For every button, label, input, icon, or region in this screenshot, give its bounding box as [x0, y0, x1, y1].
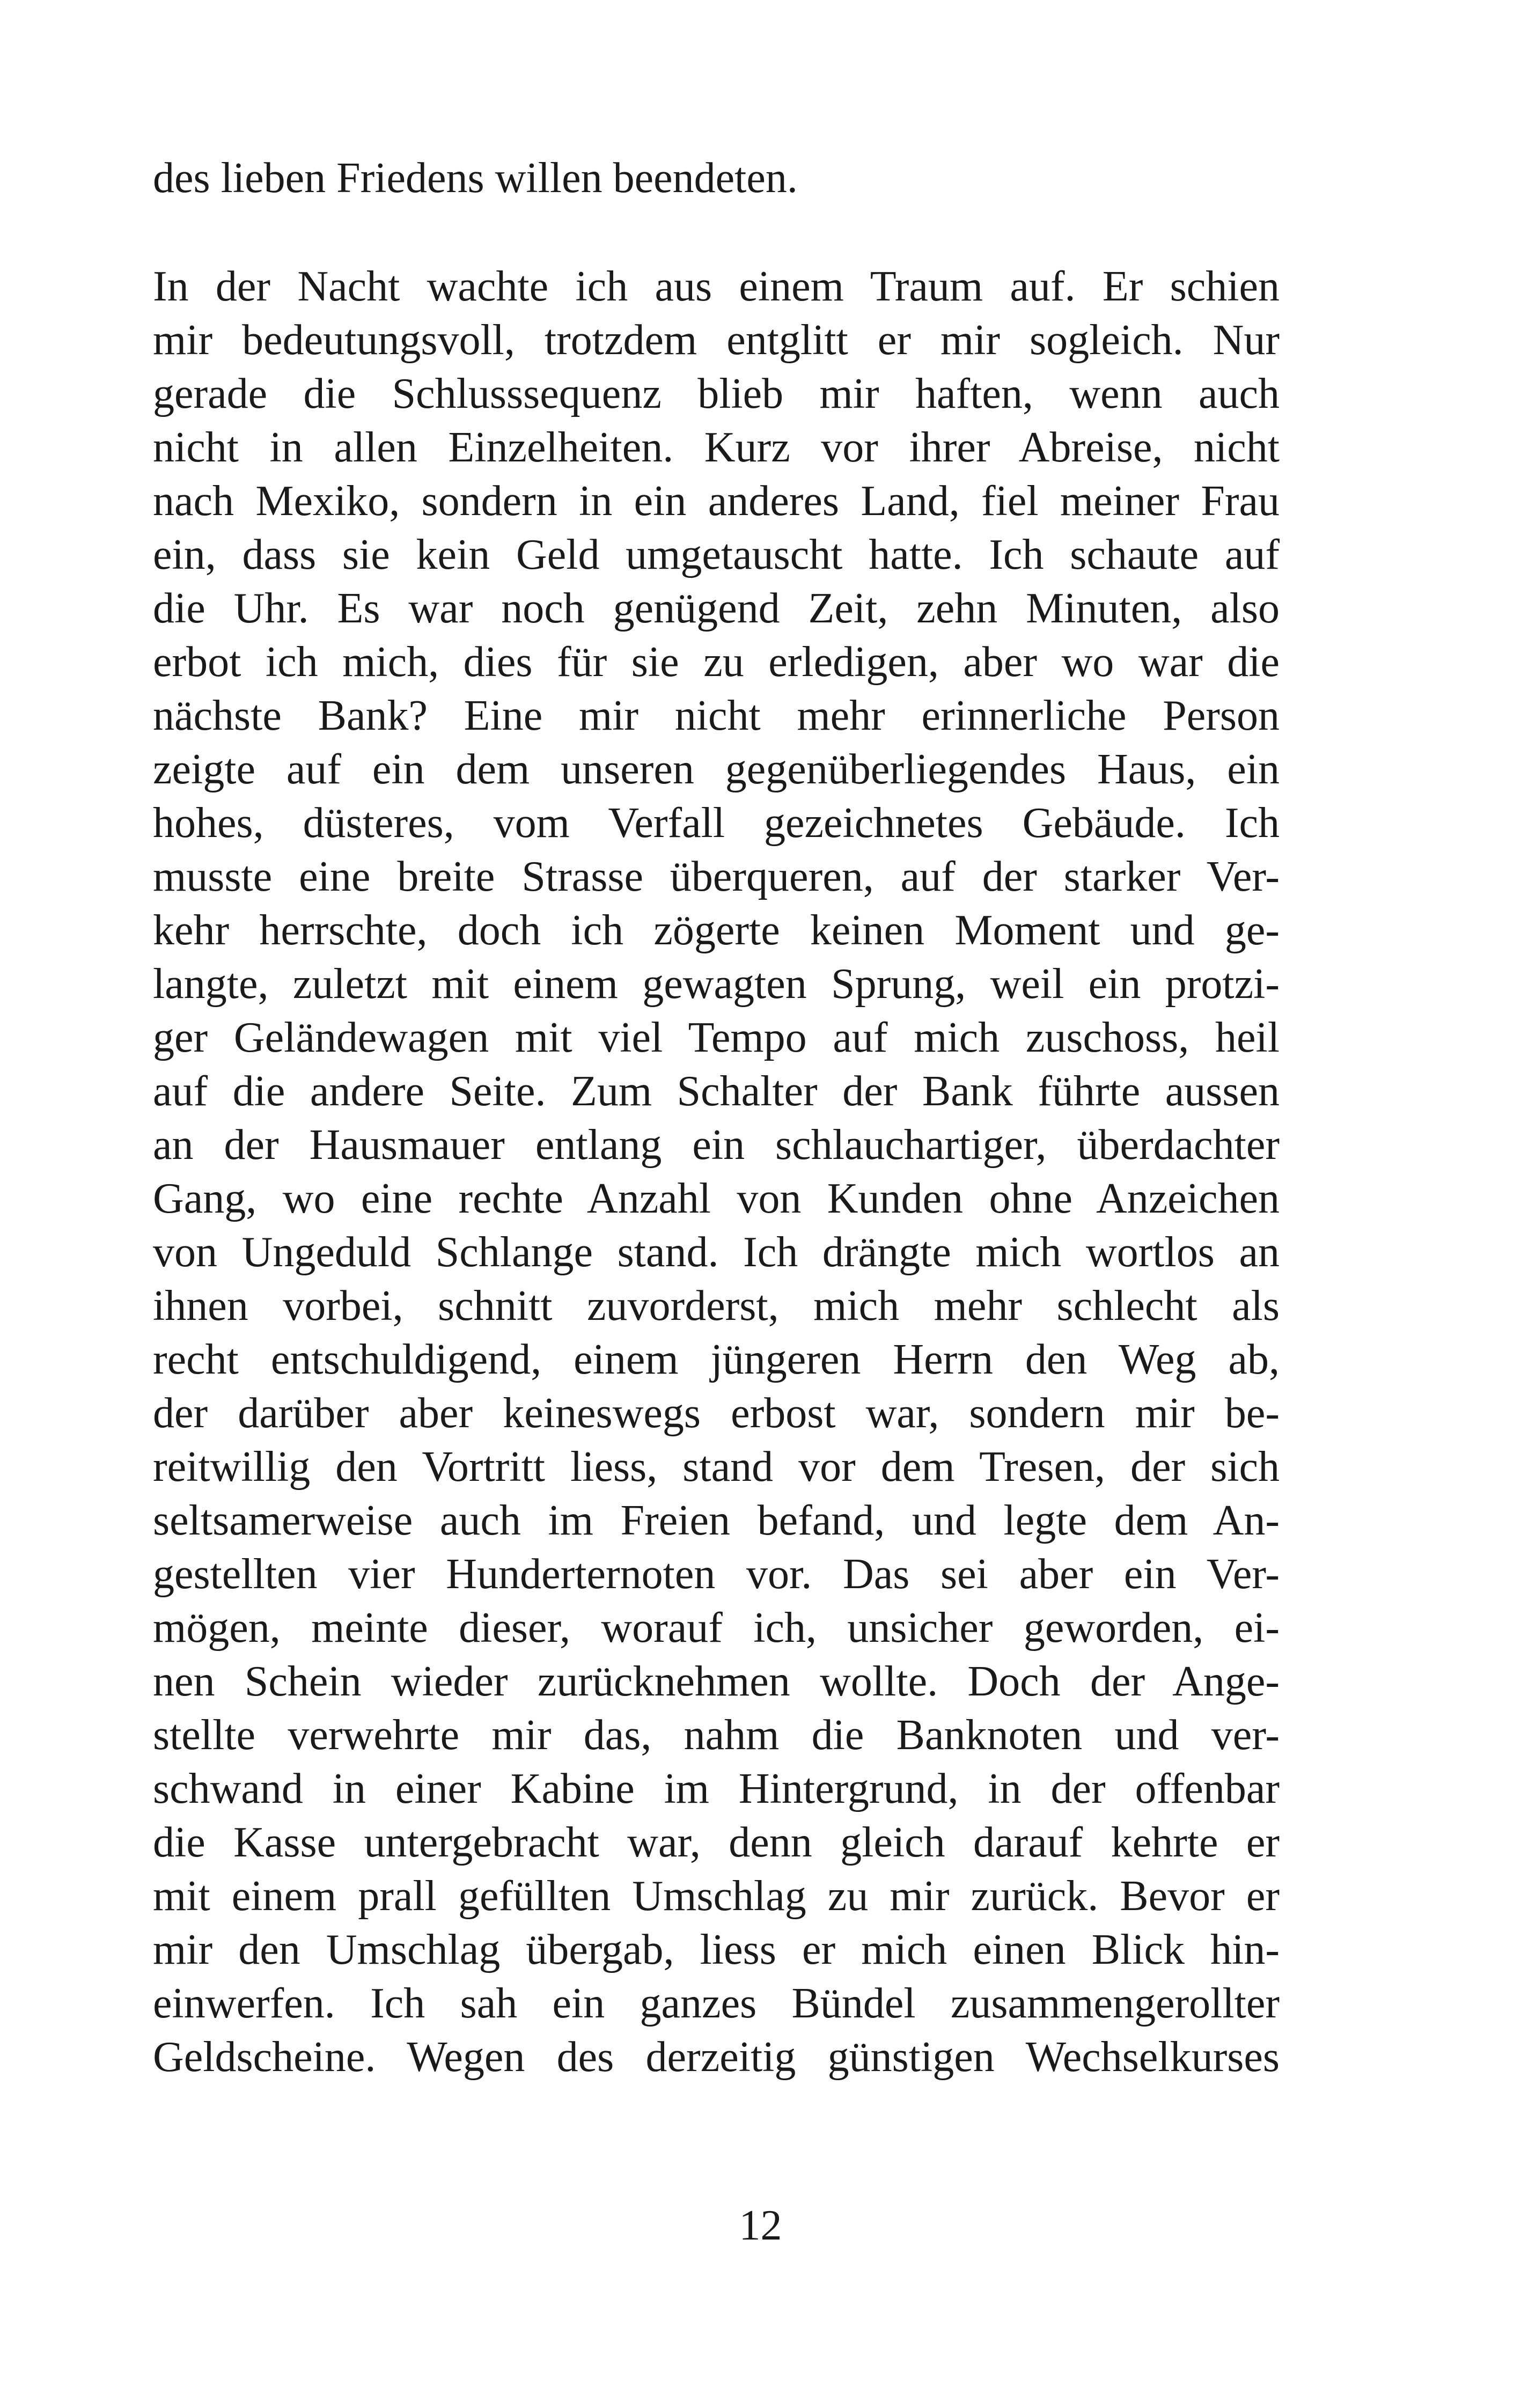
text-line: nächste Bank? Eine mir nicht mehr erinnerliche Person — [153, 692, 1280, 739]
text-line: erbot ich mich, dies für sie zu erledigen, aber wo war die — [153, 638, 1280, 686]
text-line: ihnen vorbei, schnitt zuvorderst, mich mehr schlecht als — [153, 1282, 1280, 1330]
text-line: die Kasse untergebracht war, denn gleich darauf kehrte er — [153, 1819, 1280, 1866]
text-line: einwerfen. Ich sah ein ganzes Bündel zusammengerollter — [153, 1980, 1280, 2027]
text-line: kehr herrschte, doch ich zögerte keinen Moment und ge- — [153, 907, 1280, 954]
text-line: an der Hausmauer entlang ein schlauchartiger, überdachter — [153, 1121, 1280, 1169]
text-line: gestellten vier Hunderternoten vor. Das sei aber ein Ver- — [153, 1551, 1280, 1598]
text-line: mir den Umschlag übergab, liess er mich einen Blick hin- — [153, 1926, 1280, 1973]
text-line: auf die andere Seite. Zum Schalter der Bank führte aussen — [153, 1068, 1280, 1115]
paragraph — [153, 260, 1280, 2084]
paragraph — [153, 151, 1280, 205]
text-line: musste eine breite Strasse überqueren, auf der starker Ver- — [153, 853, 1280, 900]
text-line: zeigte auf ein dem unseren gegenüberliegendes Haus, ein — [153, 746, 1280, 793]
text-line: seltsamerweise auch im Freien befand, und legte dem An- — [153, 1497, 1280, 1544]
text-line: stellte verwehrte mir das, nahm die Banknoten und ver- — [153, 1712, 1280, 1759]
text-line: nicht in allen Einzelheiten. Kurz vor ihrer Abreise, nicht — [153, 424, 1280, 471]
text-line: des lieben Friedens willen beendeten. — [153, 155, 798, 202]
text-line: hohes, düsteres, vom Verfall gezeichnetes Gebäude. Ich — [153, 799, 1280, 847]
text-line: Gang, wo eine rechte Anzahl von Kunden ohne Anzeichen — [153, 1175, 1280, 1222]
text-line: der darüber aber keineswegs erbost war, sondern mir be- — [153, 1390, 1280, 1437]
text-line: nen Schein wieder zurücknehmen wollte. Doch der Ange- — [153, 1658, 1280, 1705]
text-line: nach Mexiko, sondern in ein anderes Land, fiel meiner Frau — [153, 478, 1280, 525]
text-line: reitwillig den Vortritt liess, stand vor dem Tresen, der sich — [153, 1443, 1280, 1491]
text-line: ger Geländewagen mit viel Tempo auf mich zuschoss, heil — [153, 1014, 1280, 1061]
text-line: schwand in einer Kabine im Hintergrund, in der offenbar — [153, 1765, 1280, 1812]
text-line: In der Nacht wachte ich aus einem Traum auf. Er schien — [153, 263, 1280, 310]
text-line: langte, zuletzt mit einem gewagten Sprung, weil ein protzi- — [153, 960, 1280, 1008]
text-line: die Uhr. Es war noch genügend Zeit, zehn Minuten, also — [153, 585, 1280, 632]
text-line: ein, dass sie kein Geld umgetauscht hatte. Ich schaute auf — [153, 531, 1280, 578]
text-line: von Ungeduld Schlange stand. Ich drängte mich wortlos an — [153, 1229, 1280, 1276]
text-line: mir bedeutungsvoll, trotzdem entglitt er mir sogleich. Nur — [153, 317, 1280, 364]
text-line: recht entschuldigend, einem jüngeren Herrn den Weg ab, — [153, 1336, 1280, 1383]
text-line: mögen, meinte dieser, worauf ich, unsicher geworden, ei- — [153, 1604, 1280, 1651]
text-line: gerade die Schlusssequenz blieb mir haften, wenn auch — [153, 370, 1280, 417]
text-line: mit einem prall gefüllten Umschlag zu mir zurück. Bevor er — [153, 1873, 1280, 1920]
page-number: 12 — [739, 2202, 782, 2249]
text-line: Geldscheine. Wegen des derzeitig günstigen Wechselkurses — [153, 2033, 1280, 2081]
